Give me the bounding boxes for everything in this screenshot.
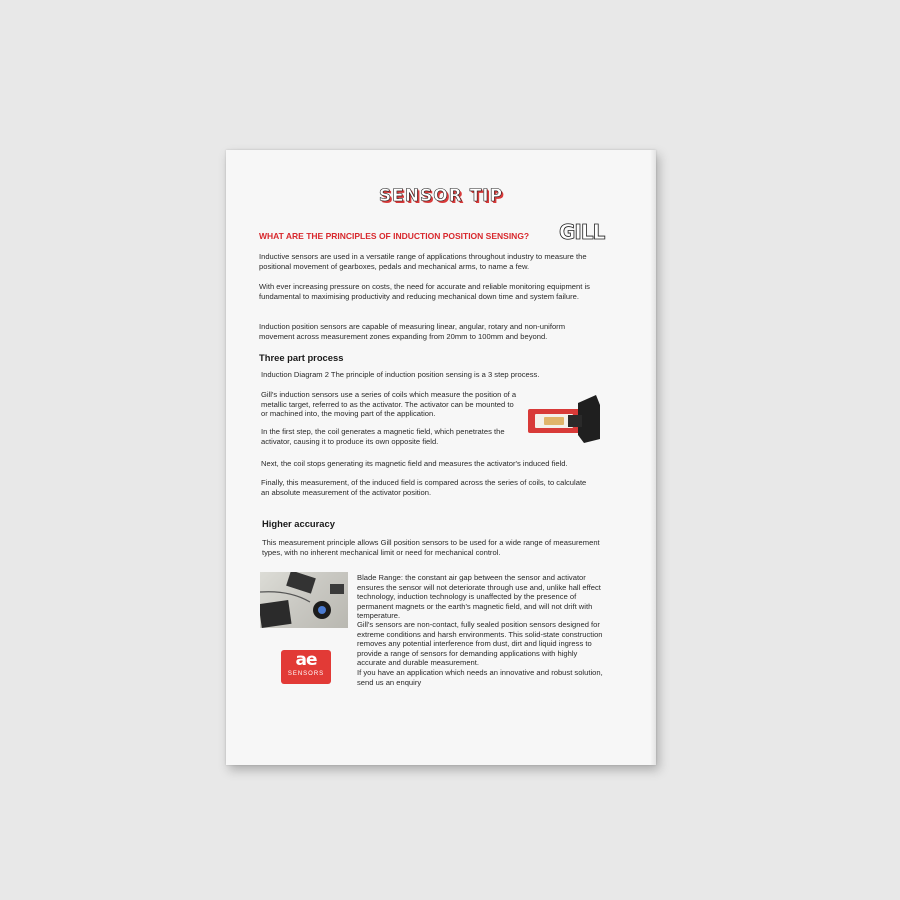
- blade-range-paragraph: Blade Range: the constant air gap between the sensor and activator ensures the sensor will not deteriorate through use and, unlike hall effect technology, induction technology is unaffected by the presence of permanent magnets or the earth's magnetic field, and will not drift with temperature.: [357, 573, 601, 621]
- sensor-tip-title: SENSOR TIP: [378, 186, 504, 206]
- accuracy-paragraph: This measurement principle allows Gill position sensors to be used for a wide range of measurement types, with no inherent mechanical limit or need for mechanical control.: [262, 538, 600, 557]
- ae-logo-mark: ae: [295, 650, 317, 670]
- brochure-page: [226, 150, 656, 765]
- intro-paragraph: Induction position sensors are capable of measuring linear, angular, rotary and non-uniform movement across measurement zones expanding from 20mm to 100mm and beyond.: [259, 322, 566, 341]
- process-paragraph: Next, the coil stops generating its magnetic field and measures the activator's induced field.: [261, 459, 568, 468]
- process-paragraph: Induction Diagram 2 The principle of induction position sensing is a 3 step process.: [261, 370, 540, 379]
- ae-sensors-logo: [281, 650, 331, 684]
- intro-paragraph: With ever increasing pressure on costs, the need for accurate and reliable monitoring equipment is fundamental to maximising productivity and reducing mechanical down time and system failure.: [259, 282, 590, 301]
- gill-logo: GILL: [559, 220, 605, 244]
- process-paragraph: Finally, this measurement, of the induced field is compared across the series of coils, to calculate an absolute measurement of the activator position.: [261, 478, 587, 497]
- sensors-photo: [260, 572, 348, 628]
- question-heading: WHAT ARE THE PRINCIPLES OF INDUCTION POSITION SENSING?: [259, 231, 530, 241]
- enquiry-paragraph: If you have an application which needs an innovative and robust solution, send us an enquiry: [357, 668, 603, 687]
- section-heading-higher-accuracy: Higher accuracy: [262, 518, 335, 529]
- process-paragraph: Gill's induction sensors use a series of coils which measure the position of a metallic target, referred to as the activator. The activator can be mounted to or machined into, the moving part of the application.: [261, 390, 517, 419]
- ae-logo-wordmark: SENSORS: [287, 671, 325, 677]
- process-paragraph: In the first step, the coil generates a magnetic field, which penetrates the activator, causing it to produce its own opposite field.: [261, 427, 505, 446]
- sealed-sensors-paragraph: Gill's sensors are non-contact, fully sealed position sensors designed for extreme conditions and harsh environments. This solid-state construction removes any potential interference from dust, dirt and liquid ingress to provide a range of sensors for demanding applications with highly accurate and durable measurement.: [357, 620, 603, 668]
- section-heading-three-part: Three part process: [259, 352, 344, 363]
- intro-paragraph: Inductive sensors are used in a versatile range of applications throughout industry to measure the positional movement of gearboxes, pedals and mechanical arms, to name a few.: [259, 252, 587, 271]
- induction-sensor-image: [526, 395, 604, 443]
